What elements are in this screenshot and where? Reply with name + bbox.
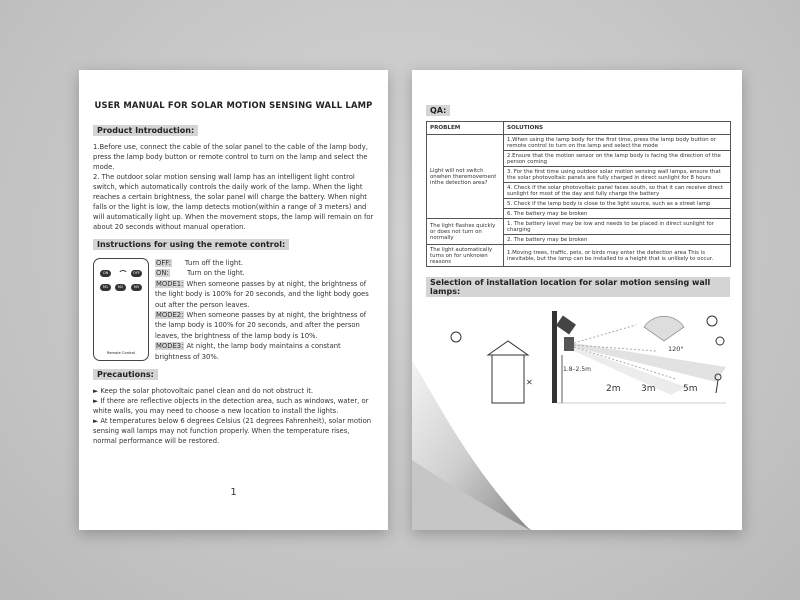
mode1-text: When someone passes by at night, the brightness of the light body is 100% for 20 seconds, and the light body goes out after the person leaves. (155, 279, 369, 309)
manual-title: USER MANUAL FOR SOLAR MOTION SENSING WALL LAMP (94, 100, 373, 110)
solution-cell: 1.When using the lamp body for the first time, press the lamp body button or remote control to turn on the lamp and select the mode (504, 135, 731, 151)
solution-cell: 3. For the first time using outdoor solar motion sensing wall lamps, ensure that the solar photovoltaic panels are fully charged in direct sunlight for 8 hours (504, 167, 731, 183)
sun-icon (716, 337, 724, 345)
wall-icon (552, 311, 557, 403)
precaution-3: ► At temperatures below 6 degrees Celsius (21 degrees Fahrenheit), solar motion sensing wall lamps may not function properly. When the temperature rises, normal performance will be restored. (93, 417, 372, 446)
mode3-text: At night, the lamp body maintains a constant brightness of 30%. (155, 342, 341, 361)
precaution-1: ► Keep the solar photovoltaic panel clean and do not obstruct it. (93, 387, 314, 396)
installation-heading: Selection of installation location for solar motion sensing wall lamps: (426, 277, 730, 297)
off-text: Turn off the light. (184, 259, 244, 267)
solution-cell: 2.Ensure that the motion sensor on the lamp body is facing the direction of the person coming (504, 151, 731, 167)
problem-cell: Light will not switch onwhen theremovement inthe detection area? (427, 135, 504, 219)
manual-page-1 (79, 70, 388, 530)
solar-lamp-icon (556, 315, 576, 334)
remote-on-button: ON (100, 270, 111, 277)
on-key: ON: (156, 269, 169, 278)
angle-fan-icon (644, 316, 684, 341)
intro-paragraph-1: 1.Before use, connect the cable of the solar panel to the cable of the lamp body, press the lamp body button or remote control to turn on the lamp and select the mode. (93, 143, 368, 171)
sun-icon (707, 316, 717, 326)
remote-control-illustration (93, 258, 149, 361)
qa-heading: QA: (426, 105, 450, 116)
sun-icon (451, 332, 461, 342)
precautions-heading: Precautions: (93, 369, 158, 380)
mode3-key: MODE3: (156, 342, 184, 351)
mode-descriptions (155, 258, 374, 362)
solution-cell: 1.Moving trees, traffic, pets, or birds may enter the detection area This is inevitable, but the lamp can be installed to a height that is unlikely to occur. (504, 245, 731, 267)
mode2-text: When someone passes by at night, the brightness of the lamp body is 100% for 20 seconds, and after the person leaves, the brightness of the lamp body is 10%. (155, 311, 367, 340)
table-row (427, 245, 731, 267)
problem-cell: The light automatically turns on for unknown reasons (427, 245, 504, 267)
qa-table (426, 121, 731, 267)
precaution-2: ► If there are reflective objects in the detection area, such as windows, water, or white walls, you may need to choose a new location to install the lights. (93, 397, 369, 416)
intro-heading: Product Introduction: (93, 125, 198, 136)
solution-cell: 6. The battery may be broken (504, 209, 731, 219)
solution-cell: 4. Check if the solar photovoltaic panel faces south, so that it can receive direct sunlight for most of the day and fully charge the battery (504, 183, 731, 199)
distance-5m-label: 5m (683, 384, 698, 394)
remote-off-button: OFF (131, 270, 142, 277)
problem-column-header: PROBLEM (427, 122, 504, 135)
table-header-row (427, 122, 731, 135)
mode1-key: MODE1: (156, 279, 184, 288)
remote-m2-button: M2 (115, 284, 126, 291)
distance-2m-label: 2m (606, 384, 621, 394)
solution-cell: 1. The battery level may be low and needs to be placed in direct sunlight for charging (504, 219, 731, 235)
page-curl (412, 360, 532, 530)
solutions-column-header: SOLUTIONS (504, 122, 731, 135)
beam-line (574, 325, 636, 343)
page-number-1: 1 (230, 487, 237, 498)
intro-paragraph-2: 2. The outdoor solar motion sensing wall lamp has an intelligent light control switch, which automatically controls the daily work of the lamp. When the light reaches a certain brightness, the solar panel will charge the battery. When night falls or the light is low, the lamp detects motion(within a range of 3 meters) and will automatically light up. When the movement stops, the lamp will remain on for about 20 seconds without manual operation. (93, 173, 374, 231)
solution-cell: 2. The battery may be broken (504, 235, 731, 245)
height-label: 1.8–2.5m (563, 366, 591, 373)
table-row (427, 135, 731, 151)
problem-cell: The light flashes quickly or does not turn on normally (427, 219, 504, 245)
person-body (716, 380, 718, 393)
remote-heading: Instructions for using the remote control: (93, 239, 289, 250)
house-roof-icon (488, 341, 528, 355)
angle-label: 120° (668, 345, 684, 353)
cross-mark-icon: ✕ (526, 378, 533, 387)
remote-m3-button: M3 (131, 284, 142, 291)
off-key: OFF: (156, 259, 171, 267)
on-text: Turn on the light. (187, 269, 245, 278)
signal-icon (118, 270, 128, 277)
remote-label: Remote Control (107, 351, 135, 355)
mode2-key: MODE2: (156, 311, 184, 320)
lamp-body-icon (564, 337, 574, 351)
remote-m1-button: M1 (100, 284, 111, 291)
remote-section (93, 258, 374, 362)
distance-3m-label: 3m (641, 384, 656, 394)
table-row (427, 219, 731, 235)
solution-cell: 5. Check if the lamp body is close to the light source, such as a street lamp (504, 199, 731, 209)
